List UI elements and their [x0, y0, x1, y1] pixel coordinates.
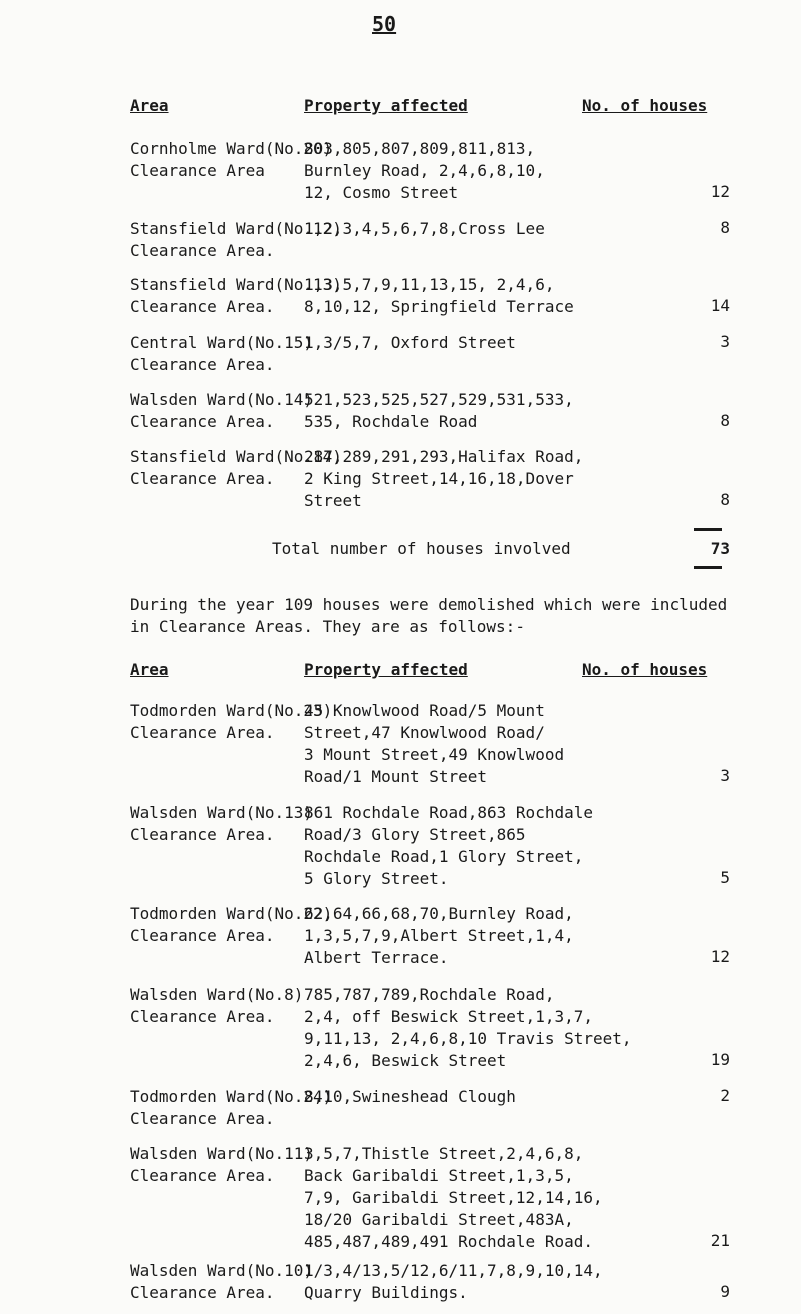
area-line: Walsden Ward(No.13) — [130, 803, 314, 822]
property-line: 535, Rochdale Road — [304, 412, 478, 431]
area-line: Clearance Area. — [130, 355, 275, 374]
property-line: 62,64,66,68,70,Burnley Road, — [304, 904, 574, 923]
property-line: 521,523,525,527,529,531,533, — [304, 390, 574, 409]
total-value: 73 — [710, 539, 730, 558]
area-line: Todmorden Ward(No.24) — [130, 1087, 333, 1106]
property-line: 1,3/5,7, Oxford Street — [304, 333, 516, 352]
property-line: 5 Glory Street. — [304, 869, 449, 888]
property-line: 803,805,807,809,811,813, — [304, 139, 536, 158]
area-line: Clearance Area. — [130, 825, 275, 844]
property-line: Back Garibaldi Street,1,3,5, — [304, 1166, 574, 1185]
count-cell: 14 — [710, 296, 730, 315]
property-line: 45 Knowlwood Road/5 Mount — [304, 701, 545, 720]
table1-header-area: Area — [130, 96, 169, 115]
area-line: Todmorden Ward(No.23) — [130, 701, 333, 720]
property-line: Street — [304, 491, 362, 510]
table2-header-property: Property affected — [304, 660, 468, 679]
property-line: Albert Terrace. — [304, 948, 449, 967]
table2-header-count: No. of houses — [582, 660, 708, 679]
property-line: 2 King Street,14,16,18,Dover — [304, 469, 574, 488]
count-cell: 12 — [710, 182, 730, 201]
property-line: 2,4,6, Beswick Street — [304, 1051, 507, 1070]
count-cell: 12 — [710, 947, 730, 966]
property-line: 785,787,789,Rochdale Road, — [304, 985, 555, 1004]
page-number: 50 — [372, 12, 397, 36]
count-cell: 8 — [720, 218, 730, 237]
count-cell: 21 — [710, 1231, 730, 1250]
paragraph-line: in Clearance Areas. They are as follows:- — [130, 617, 525, 636]
property-line: 9,11,13, 2,4,6,8,10 Travis Street, — [304, 1029, 632, 1048]
property-line: Rochdale Road,1 Glory Street, — [304, 847, 584, 866]
intro-paragraph — [130, 594, 800, 638]
area-line: Clearance Area. — [130, 241, 275, 260]
property-line: Road/1 Mount Street — [304, 767, 488, 786]
property-line: 7,9, Garibaldi Street,12,14,16, — [304, 1188, 603, 1207]
count-cell: 8 — [720, 490, 730, 509]
count-cell: 5 — [720, 868, 730, 887]
property-line: Street,47 Knowlwood Road/ — [304, 723, 545, 742]
area-line: Walsden Ward(No.10) — [130, 1261, 314, 1280]
area-line: Walsden Ward(No.8) — [130, 985, 304, 1004]
property-line: 3,5,7,Thistle Street,2,4,6,8, — [304, 1144, 584, 1163]
count-cell: 3 — [720, 332, 730, 351]
area-line: Clearance Area. — [130, 1109, 275, 1128]
area-line: Clearance Area. — [130, 1166, 275, 1185]
count-cell: 8 — [720, 411, 730, 430]
area-line: Todmorden Ward(No.22) — [130, 904, 333, 923]
total-label: Total number of houses involved — [272, 539, 571, 558]
table1-header-property: Property affected — [304, 96, 468, 115]
property-line: Burnley Road, 2,4,6,8,10, — [304, 161, 545, 180]
table2-header-area: Area — [130, 660, 169, 679]
area-line: Walsden Ward(No.14) — [130, 390, 314, 409]
property-line: 1/3,4/13,5/12,6/11,7,8,9,10,14, — [304, 1261, 603, 1280]
property-line: 1,3,5,7,9,11,13,15, 2,4,6, — [304, 275, 555, 294]
area-line: Central Ward(No.15) — [130, 333, 314, 352]
count-cell: 19 — [710, 1050, 730, 1069]
property-line: 2,4, off Beswick Street,1,3,7, — [304, 1007, 593, 1026]
count-cell: 2 — [720, 1086, 730, 1105]
count-cell: 9 — [720, 1282, 730, 1301]
area-line: Clearance Area. — [130, 469, 275, 488]
property-line: 8,10,12, Springfield Terrace — [304, 297, 574, 316]
table1-header-count: No. of houses — [582, 96, 708, 115]
area-line: Walsden Ward(No.11) — [130, 1144, 314, 1163]
property-line: 287,289,291,293,Halifax Road, — [304, 447, 584, 466]
property-line: 485,487,489,491 Rochdale Road. — [304, 1232, 593, 1251]
area-line: Clearance Area. — [130, 1007, 275, 1026]
area-line: Clearance Area. — [130, 412, 275, 431]
area-line: Clearance Area. — [130, 297, 275, 316]
property-line: 12, Cosmo Street — [304, 183, 459, 202]
area-line: Clearance Area. — [130, 926, 275, 945]
paragraph-line: During the year 109 houses were demolished which were included — [130, 595, 728, 614]
property-line: 861 Rochdale Road,863 Rochdale — [304, 803, 593, 822]
area-line: Clearance Area — [130, 161, 265, 180]
property-line: 18/20 Garibaldi Street,483A, — [304, 1210, 574, 1229]
count-cell: 3 — [720, 766, 730, 785]
property-line: Road/3 Glory Street,865 — [304, 825, 526, 844]
area-line: Stansfield Ward(No.13) — [130, 275, 342, 294]
area-line: Stansfield Ward(No.12) — [130, 219, 342, 238]
property-line: 1,3,5,7,9,Albert Street,1,4, — [304, 926, 574, 945]
property-line: 3 Mount Street,49 Knowlwood — [304, 745, 565, 764]
area-line: Stansfield Ward(No.14) — [130, 447, 342, 466]
property-line: 8,10,Swineshead Clough — [304, 1087, 516, 1106]
property-line: 1,2,3,4,5,6,7,8,Cross Lee — [304, 219, 545, 238]
area-line: Clearance Area. — [130, 723, 275, 742]
total-rule-top — [694, 528, 722, 531]
area-line: Clearance Area. — [130, 1283, 275, 1302]
area-line: Cornholme Ward(No.20) — [130, 139, 333, 158]
total-rule-bottom — [694, 566, 722, 569]
property-line: Quarry Buildings. — [304, 1283, 468, 1302]
